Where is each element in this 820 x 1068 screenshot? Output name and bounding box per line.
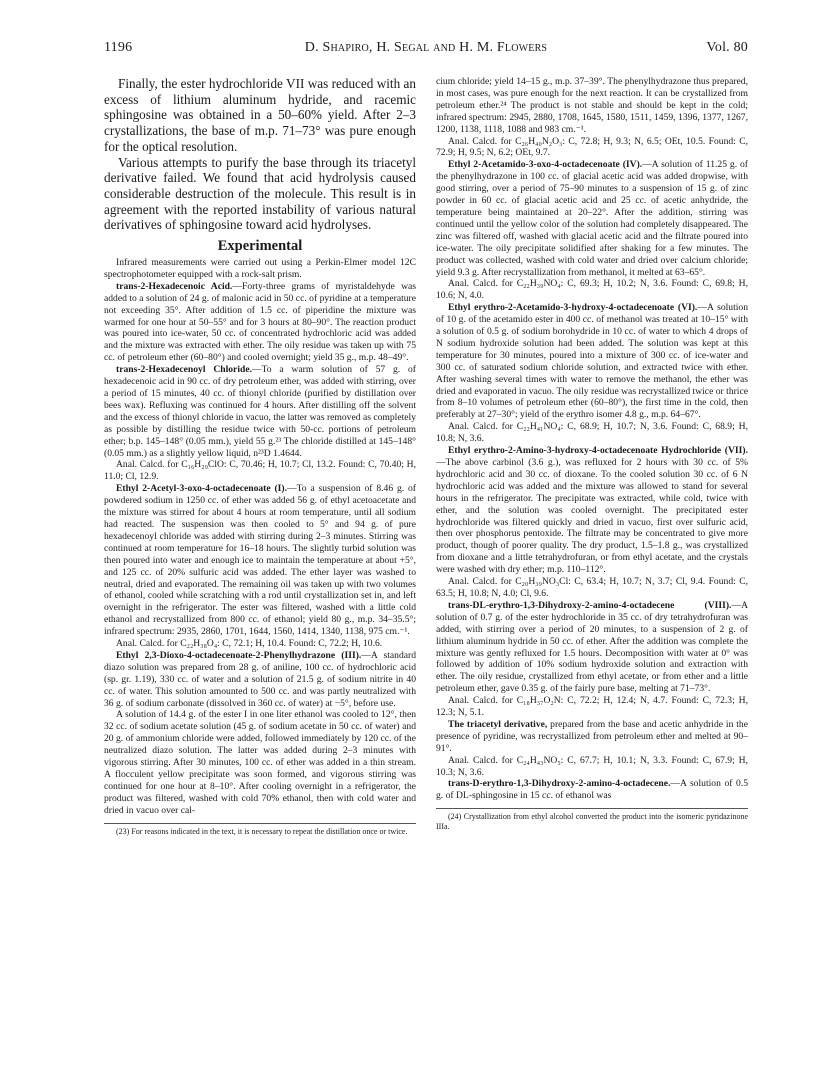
procedure-paragraph — [436, 302, 748, 421]
procedure-text: —A solution of 0.5 g. of DL-sphingosine in 15 cc. of ethanol was — [436, 778, 748, 802]
procedure-text: —To a suspension of 8.46 g. of powdered sodium in 1250 cc. of ether was added 56 g. of ethyl acetoacetate and the mixture was stirred for about 4 hours at room temperature, until all sodium had reacted. The suspension was then cooled to 5° and 94 g. of pure hexadecenoyl chloride was added with stirring during 2–3 minutes. Stirring was continued at room temperature for 16–18 hours. The slightly turbid solution was then poured into water and enough ice to maintain the temperature at about +5°, and 125 cc. of 20% sulfuric acid was added. The ether layer was washed to neutral, dried and evaporated. The remaining oil was taken up with two volumes of ethanol, cooled while scratching with a rod until crystallization set in, and left overnight in the refrigerator. The ester was filtered, washed with a little cold ethanol and recrystallized from 800 cc. of ethanol; yield 80 g., m.p. 34–35.5°; infrared spectrum: 2935, 2860, 1701, 1644, 1560, 1414, 1340, 1138, 975 cm.⁻¹. — [104, 483, 417, 638]
compound-title: Ethyl erythro-2-Acetamido-3-hydroxy-4-octadecenoate (VI). — [448, 302, 698, 314]
procedure-text: —A solution of 11.25 g. of the phenylhydrazone in 100 cc. of glacial acetic acid was added dropwise, with good stirring, over a period of 75–90 minutes to a suspension of 15 g. of zinc powder in 60 cc. of glacial acetic acid and 25 cc. of acetic anhydride, the temperature being maintained at 20–22°. After the addition, stirring was continued until the yellow color of the solution had completely disappeared. The zinc was filtered off, washed with glacial acetic acid and the filtrate poured into ice-water. The oily precipitate solidified after shaking for a few minutes. The product was collected, washed with cold water and dried over calcium chloride; yield 9.3 g. After recrystallization from methanol, it melted at 63–65°. — [436, 159, 748, 278]
section-heading: Experimental — [217, 238, 303, 255]
running-title: D. Shapiro, H. Segal and H. M. Flowers — [304, 40, 548, 55]
compound-title: Ethyl 2-Acetamido-3-oxo-4-octadecenoate (IV). — [448, 159, 643, 171]
footnote-divider — [104, 823, 416, 824]
compound-title: trans-2-Hexadecenoyl Chloride. — [116, 364, 252, 376]
compound-title: Ethyl 2,3-Dioxo-4-octadecenoate-2-Phenylhydrazone (III). — [116, 649, 362, 661]
analysis-line: Anal. Calcd. for C₁₈H₃₇O₂N: C, 72.2; H, 12.4; N, 4.7. Found: C, 72.3; H, 12.3; N, 5.1. — [436, 695, 748, 719]
compound-title: trans-D-erythro-1,3-Dihydroxy-2-amino-4-octadecene. — [448, 778, 671, 790]
procedure-text: —Forty-three grams of myristaldehyde was added to a solution of 24 g. of malonic acid in 50 cc. of pyridine at a temperature not exceeding 35°. After addition of 1.5 cc. of piperidine the mixture was warmed for one hour at 50–55° and for 3 hours at 80–90°. The reaction product was poured into ice-water, 50 cc. of concentrated hydrochloric acid was added and the mixture was extracted with ether. The oily residue was taken up with 75 cc. of petroleum ether (60–80°) and cooled overnight; yield 35 g., m.p. 48–49°. — [104, 280, 416, 364]
page-header — [104, 40, 748, 60]
paragraph: cium chloride; yield 14–15 g., m.p. 37–39°. The phenylhydrazone thus prepared, in most cases, was pure enough for the next reaction. It can be crystallized from petroleum ether.²⁴ The product is not stable and should be kept in the cold; infrared spectrum: 2945, 2880, 1708, 1645, 1580, 1511, 1459, 1396, 1377, 1267, 1200, 1138, 1118, 1088 and 983 cm.⁻¹. — [436, 76, 748, 135]
volume-label: Vol. 80 — [706, 40, 748, 55]
analysis-line: Anal. Calcd. for C₂₂H₃₉NO₄: C, 69.3; H, 10.2; N, 3.6. Found: C, 69.8; H, 10.6; N, 4.0. — [436, 278, 748, 302]
procedure-text: —The above carbinol (3.6 g.), was refluxed for 2 hours with 30 cc. of 5% hydrochloric acid and 30 cc. of dioxane. To the cooled solution 30 cc. of 6 N hydrochloric acid was added and the mixture was allowed to stand for several hours in the refrigerator. The precipitate was extracted, while cold, twice with ether, and the solution was cooled overnight. The precipitated ester hydrochloride was filtered quickly and dried in vacuo, first over sulfuric acid, then over phosphorus pentoxide. The filtrate may be concentrated to give more product, though of poorer quality. The dry product, 1.5–1.8 g., was crystallized from dioxane and a little tetrahydrofuran, or from ethyl acetate, and the crystals were washed with dry ether; m.p. 110–112°. — [436, 457, 748, 576]
procedure-paragraph — [436, 445, 748, 576]
procedure-paragraph — [436, 778, 748, 802]
procedure-text: —A standard diazo solution was prepared from 28 g. of aniline, 100 cc. of hydrochloric acid (sp. gr. 1.19), 330 cc. of water and a solution of 21.5 g. of sodium nitrite in 40 cc. of water. This solution amounted to 500 cc. and was partly neutralized with 36 g. of sodium carbonate (dissolved in 360 cc. of water) at −5°, before use. — [104, 649, 416, 709]
right-column — [436, 76, 748, 832]
procedure-paragraph — [104, 483, 416, 638]
procedure-paragraph — [104, 364, 416, 459]
page-number: 1196 — [104, 40, 133, 55]
paragraph: Various attempts to purify the base through its triacetyl derivative failed. We found that acid hydrolysis caused considerable destruction of the molecule. This result is in agreement with the reported instability of various natural derivatives of sphingosine toward acid hydrolyses. — [104, 154, 416, 233]
footnote-divider — [436, 808, 748, 809]
footnote: (23) For reasons indicated in the text, it is necessary to repeat the distillation once or twice. — [116, 826, 408, 836]
left-column — [104, 76, 416, 837]
analysis-line: Anal. Calcd. for C₁₆H₂₉ClO: C, 70.46; H, 10.7; Cl, 13.2. Found: C, 70.40; H, 11.0; Cl, 12.9. — [104, 459, 416, 483]
procedure-text: —A solution of 0.7 g. of the ester hydrochloride in 35 cc. of dry tetrahydrofuran was added, with stirring over a period of 20 minutes, to a suspension of 2 g. of lithium aluminum hydride in 50 cc. of ether. After the addition was complete the mixture was gently refluxed for 1.5 hours. Decomposition with water at 0° was followed by addition of 10% sodium hydroxide solution and extraction with ether. The oily residue, crystallized from ethyl acetate, or from ether and a little petroleum ether, gave 0.35 g. of the fairly pure base, melting at 71–73°. — [436, 599, 748, 695]
procedure-paragraph — [436, 719, 748, 755]
footnote: (24) Crystallization from ethyl alcohol converted the product into the isomeric pyridazinone IIIa. — [436, 812, 748, 832]
compound-title: The triacetyl derivative, — [448, 718, 548, 730]
procedure-paragraph — [436, 159, 748, 278]
procedure-text: prepared from the base and acetic anhydride in the presence of pyridine, was recrystallized from petroleum ether and melted at 90–91°. — [436, 718, 748, 754]
procedure-text: —A solution of 10 g. of the acetamido ester in 400 cc. of methanol was treated at 10–15° with a solution of 0.5 g. of sodium borohydride in 10 cc. of water to which 4 drops of N sodium hydroxide solution had been added. The solution was kept at this temperature for 30 minutes, poured into a mixture of 300 cc. of ice-water and 300 cc. of saturated sodium chloride solution, and extracted twice with ether. After washing several times with water to remove the methanol, the ether was dried and evaporated in vacuo. The oily residue was recrystallized twice or thrice from 8–10 volumes of petroleum ether (60–80°), the first time in the cold, then preferably at 27–30°; yield of the erythro isomer 4.8 g., m.p. 64–67°. — [436, 302, 749, 421]
analysis-line: Anal. Calcd. for C₂₄H₄₃NO₅: C, 67.7; H, 10.1; N, 3.3. Found: C, 67.9; H, 10.3; N, 3.6. — [436, 754, 748, 778]
compound-title: trans-2-Hexadecenoic Acid. — [116, 280, 233, 292]
analysis-line: Anal. Calcd. for C₂₂H₃₈O₄: C, 72.1; H, 10.4. Found: C, 72.2; H, 10.6. — [116, 638, 383, 650]
analysis-line: Anal. Calcd. for C₂₂H₄₁NO₄: C, 68.9; H, 10.7; N, 3.6. Found: C, 68.9; H, 10.8; N, 3.6. — [436, 421, 748, 445]
procedure-paragraph — [104, 281, 416, 364]
procedure-text: —To a warm solution of 57 g. of hexadecenoic acid in 90 cc. of dry petroleum ether, was added with stirring, over a period of 15 minutes, 40 cc. of thionyl chloride (purified by distillation over bees wax). Refluxing was continued for 4 hours. After distilling off the solvent and the excess of thionyl chloride in vacuo, the latter was removed as completely as possible by distilling the residue twice with 50-cc. portions of petroleum ether; b.p. 145–148° (0.05 mm.), yield 55 g.²³ The chloride distilled at 145–148° (0.05 mm.) as a slightly yellow liquid, n²³D 1.4644. — [104, 364, 416, 459]
procedure-paragraph — [436, 600, 748, 695]
paragraph: A solution of 14.4 g. of the ester I in one liter ethanol was cooled to 12°, then 32 cc. of sodium acetate solution (45 g. of sodium acetate in 50 cc. of water) and 20 g. of ammonium chloride were added, followed immediately by 120 cc. of the neutralized diazo solution. The latter was added during 2–3 minutes with vigorous stirring. After 30 minutes, 100 cc. of ether was added in a thin stream. A flocculent yellow precipitate was soon formed, and vigorous stirring was continued for one hour at 8–10°. After cooling overnight in a refrigerator, the product was filtered, washed with cold 70% ethanol, then with cold water and dried in vacuo over cal- — [104, 709, 416, 816]
compound-title: trans-DL-erythro-1,3-Dihydroxy-2-amino-4-octadecene (VIII). — [448, 599, 732, 611]
paragraph: Finally, the ester hydrochloride VII was reduced with an excess of lithium aluminum hydride, and racemic sphingosine was obtained in a 50–60% yield. After 2–3 crystallizations, the base of m.p. 71–73° was pure enough for the optical resolution. — [104, 76, 416, 154]
compound-title: Ethyl erythro-2-Amino-3-hydroxy-4-octadecenoate Hydrochloride (VII). — [448, 445, 748, 457]
analysis-line: Anal. Calcd. for C₂₀H₃₉NO₃Cl: C, 63.4; H, 10.7; N, 3.7; Cl, 9.4. Found: C, 63.5; H, 10.8; N, 4.0; Cl, 9.6. — [436, 576, 748, 599]
paragraph: Infrared measurements were carried out using a Perkin-Elmer model 12C spectrophotometer equipped with a rock-salt prism. — [104, 257, 416, 280]
analysis-line: Anal. Calcd. for C₂₆H₄₀N₂O₃: C, 72.8; H, 9.3; N, 6.5; OEt, 10.5. Found: C, 72.9; H, 9.5; N, 6.2; OEt, 9.7. — [436, 135, 748, 159]
compound-title: Ethyl 2-Acetyl-3-oxo-4-octadecenoate (I). — [116, 483, 288, 495]
procedure-paragraph — [104, 650, 416, 710]
